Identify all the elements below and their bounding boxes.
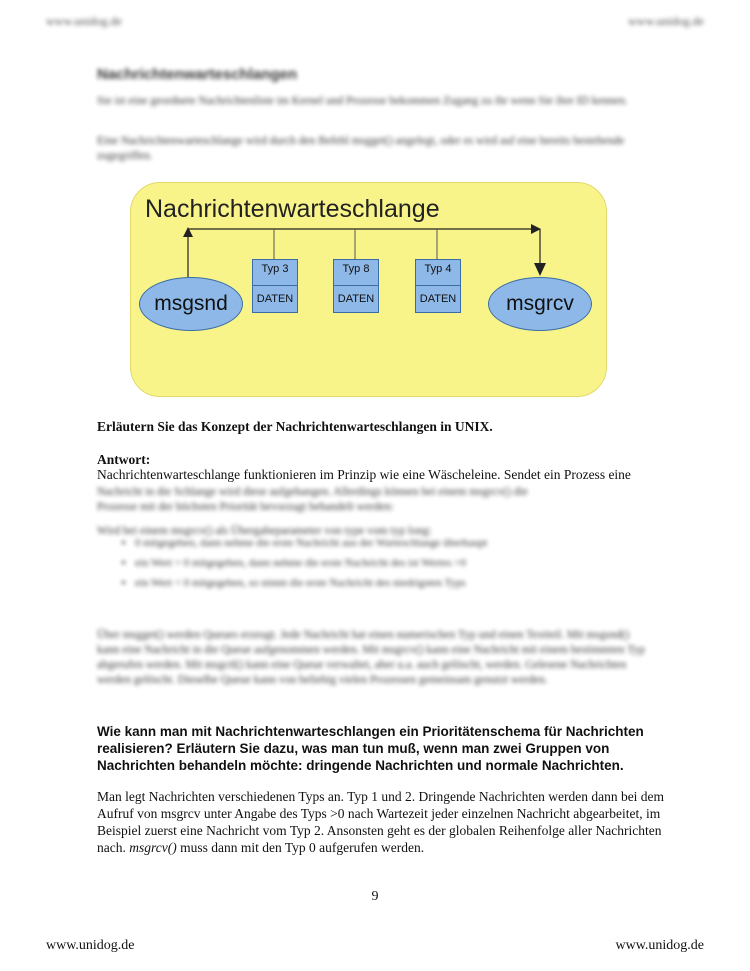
- answer-label: Antwort:: [97, 452, 151, 467]
- answer-2-code: msgrcv(): [129, 840, 177, 855]
- question-2: Wie kann man mit Nachrichtenwarteschlangen ein Prioritätenschema für Nachrichten realisieren? Erläutern Sie dazu, was man tun muß, wenn man zwei Gruppen von Nachrichten behandeln möchte: dringende Nachrichten und normale Nachrichten.: [97, 724, 644, 773]
- footer-right-url: www.unidog.de: [615, 938, 704, 953]
- header-right-url: www.unidog.de: [628, 14, 704, 28]
- question-1: Erläutern Sie das Konzept der Nachrichtenwarteschlangen in UNIX.: [97, 419, 493, 434]
- msgrcv-node: msgrcv: [488, 277, 592, 331]
- message-data: DATEN: [337, 293, 375, 305]
- list-item: • ein Wert < 0 mitgegeben, so nimm die erste Nachricht des niedrigsten Typs: [135, 577, 655, 589]
- answer-2-text: Man legt Nachrichten verschiedenen Typs an. Typ 1 und 2. Dringende Nachrichten werden dann bei dem Aufruf von msgrcv unter Angabe des Typs >0 nach Wartezeit jeder einzelnen Nachricht abgearbeitet, im Beispiel zuerst eine Nachricht vom Typ 2. Ansonsten geht es der globalen Reihenfolge aller Nachrichten nach.: [97, 789, 665, 855]
- diagram-title: Nachrichtenwarteschlange: [145, 195, 440, 223]
- page-number: 9: [371, 889, 379, 904]
- param-bullet-list: [117, 537, 655, 597]
- list-item: • ein Wert > 0 mitgegeben, dann nehme die erste Nachricht des ist Wertes >0: [135, 557, 655, 569]
- message-type: Typ 3: [253, 260, 297, 286]
- message-queue-diagram: [130, 182, 607, 397]
- answer-blurred-line: Prozesse mit der höchsten Priorität bevorzugt behandelt werden:: [97, 501, 394, 513]
- msgsnd-node: msgsnd: [139, 277, 243, 331]
- answer-2: [97, 788, 667, 856]
- answer-first-line: Nachrichtenwarteschlange funktionieren im Prinzip wie eine Wäscheleine. Sendet ein Prozess eine: [97, 467, 631, 482]
- message-data: DATEN: [256, 293, 294, 305]
- section-title: Nachrichtenwarteschlangen: [97, 66, 298, 83]
- param-intro: Wird bei einem msgrcv() als Übergabeparameter von type vom typ long:: [97, 525, 432, 537]
- message-box: [252, 259, 298, 313]
- section-intro: Sie ist eine geordnete Nachrichtenliste im Kernel und Prozesse bekommen Zugang zu ihr wenn Sie ihre ID kennen.: [97, 95, 628, 107]
- answer-paragraph: Über msgget() werden Queues erzeugt. Jede Nachricht hat einen numerischen Typ und einen Textteil. Mit msgsnd() kann eine Nachricht in die Queue aufgenommen werden. Mit msgrcv() kann eine Nachricht mit einem bestimmten Typ abgerufen werden. Mit msgctl() kann eine Queue verwaltet, aber u.a. auch gelöscht, werden. Gelesene Nachrichten werden gelöscht. Dieselbe Queue kann von beliebig vielen Prozessen gemeinsam genutzt werden.: [97, 629, 645, 686]
- answer-2-tail: muss dann mit den Typ 0 aufgerufen werden.: [176, 840, 425, 855]
- message-type: Typ 4: [416, 260, 460, 286]
- section-intro-2: Eine Nachrichtenwarteschlange wird durch den Befehl msgget() angelegt, oder es wird auf eine bereits bestehende zugegriffen.: [97, 135, 625, 162]
- list-item: • 0 mitgegeben, dann nehme die erste Nachricht aus der Warteschlange überhaupt: [135, 537, 655, 549]
- answer-blurred-line: Nachricht in die Schlange wird diese aufgehangen. Allerdings können bei einem msgrcv() die: [97, 486, 528, 498]
- header-left-url: www.unidog.de: [46, 14, 122, 28]
- message-type: Typ 8: [334, 260, 378, 286]
- message-data: DATEN: [419, 293, 457, 305]
- footer-left-url: www.unidog.de: [46, 938, 135, 953]
- message-box: [333, 259, 379, 313]
- message-box: [415, 259, 461, 313]
